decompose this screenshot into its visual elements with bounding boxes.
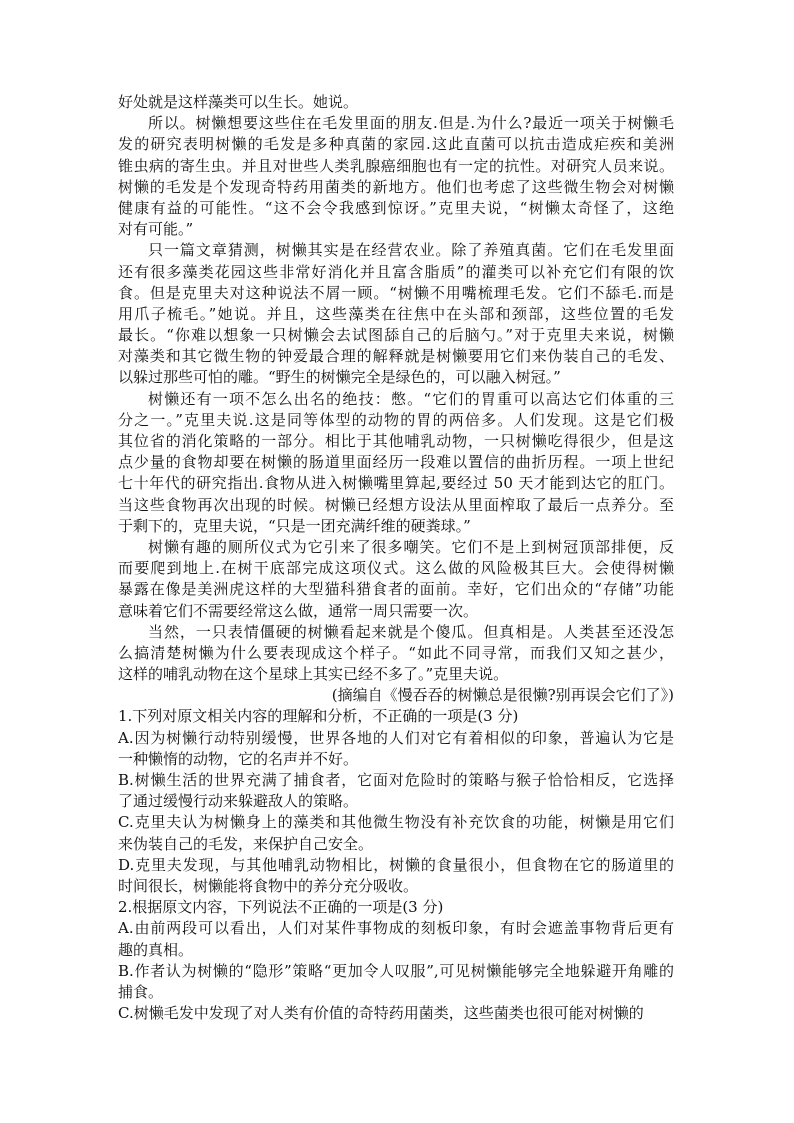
paragraph [118,92,674,113]
question-item [118,961,674,1003]
text-line: C.克里夫认为树懒身上的藻类和其他微生物没有补充饮食的功能，树懒是用它们 [118,813,674,832]
text-line: 这样的哺乳动物在这个星球上其实已经不多了。”克里夫说。 [118,665,509,684]
text-line: D.克里夫发现，与其他哺乳动物相比，树懒的食量很小，但食物在它的肠道里的 [118,855,674,874]
text-line: 而要爬到地上.在树干底部完成这项仪式。这么做的风险极其巨大。会使得树懒 [118,559,674,578]
text-line: 树懒有趣的厕所仪式为它引来了很多嘲笑。它们不是上到树冠顶部排便，反 [148,537,674,556]
text-line: 暴露在像是美洲虎这样的大型猫科猎食者的面前。幸好，它们出众的“存储”功能 [118,580,674,599]
text-line: 了通过缓慢行动来躲避敌人的策略。 [118,792,359,811]
text-line: 最长。“你难以想象一只树懒会去试图舔自己的后脑勺。”对于克里夫来说，树懒 [118,326,674,345]
text-line: B.作者认为树懒的“隐形”策略“更加令人叹服”,可见树懒能够完全地躲避开角雕的 [118,961,674,980]
text-line: 用爪子梳毛。”她说。并且，这些藻类在往焦中在头部和颈部，这些位置的毛发 [118,304,674,323]
question-item [118,897,674,918]
text-line: 以躲过那些可怕的雕。“野生的树懒完全是绿色的，可以融入树冠。” [118,368,561,387]
text-line: 2.根据原文内容，下列说法不正确的一项是(3 分) [118,898,444,917]
question-item [118,1003,674,1024]
paragraph [118,622,674,686]
article-source: (摘编自《慢吞吞的树懒总是很懒?别再误会它们了》) [331,686,674,705]
question-item [118,855,674,897]
text-line: 七十年代的研究指出.食物从进入树懒嘴里算起,要经过 50 天才能到达它的肛门。 [118,474,674,493]
text-line: 分之一。”克里夫说.这是同等体型的动物的胃的两倍多。人们发现。这是它们极 [118,410,674,429]
article-body [118,92,674,685]
text-line: A.由前两段可以看出，人们对某件事物成的刻板印象，有时会遮盖事物背后更有 [118,919,674,938]
text-line: 一种懒惰的动物，它的名声并不好。 [118,749,359,768]
text-line: 好处就是这样藻类可以生长。她说。 [118,93,359,111]
question-item [118,918,674,960]
text-line: 所以。树懒想要这些住在毛发里面的朋友.但是.为什么?最近一项关于树懒毛 [148,114,674,133]
paragraph [118,113,674,240]
text-line: 树懒还有一项不怎么出名的绝技：憋。“它们的胃重可以高达它们体重的三 [148,389,674,408]
text-line: 发的研究表明树懒的毛发是多种真菌的家园.这此直菌可以抗击造成疟疾和美洲 [118,135,674,154]
text-line: A.因为树懒行动特别缓慢，世界各地的人们对它有着相似的印象，普遍认为它是 [118,728,674,747]
text-line: 趣的真相。 [118,940,194,959]
question-item [118,728,674,770]
text-line: 意味着它们不需要经常这么做，通常一周只需要一次。 [118,601,479,620]
paragraph [118,240,674,388]
text-line: 来伪装自己的毛发，来保护自己安全。 [118,834,374,853]
text-line: 点少量的食物却要在树懒的肠道里面经历一段难以置信的曲折历程。一项上世纪 [118,453,674,472]
text-line: 对有可能。” [118,220,194,239]
text-line: 于剩下的，克里夫说，“只是一团充满纤维的硬粪球。” [118,516,471,535]
document-page [118,92,674,1024]
paragraph [118,537,674,622]
text-line: 健康有益的可能性。“这不会令我感到惊讶。”克里夫说，“树懒太奇怪了，这绝 [118,198,674,217]
text-line: 只一篇文章猜测，树懒其实是在经营农业。除了养殖真菌。它们在毛发里面 [148,241,674,260]
text-line: 对藻类和其它微生物的钟爱最合理的解释就是树懒要用它们来伪装自己的毛发、 [118,347,674,366]
text-line: 其位省的消化策略的一部分。相比于其他哺乳动物，一只树懒吃得很少，但是这 [118,432,674,450]
text-line: 树懒的毛发是个发现奇特药用菌类的新地方。他们也考虑了这些微生物会对树懒 [118,177,674,196]
text-line: C.树懒毛发中发现了对人类有价值的奇特药用菌类，这些菌类也很可能对树懒的 [118,1004,644,1023]
text-line: 食。但是克里夫对这种说法不屑一顾。“树懒不用嘴梳理毛发。它们不舔毛.而是 [118,283,674,302]
text-line: 当然，一只表情僵硬的树懒看起来就是个傻瓜。但真相是。人类甚至还没怎 [148,622,674,641]
text-line: 当这些食物再次出现的时候。树懒已经想方设法从里面榨取了最后一点养分。至 [118,495,674,514]
paragraph [118,389,674,537]
question-section [118,706,674,1024]
text-line: B.树懒生活的世界充满了捕食者，它面对危险时的策略与猴子恰恰相反，它选择 [118,771,674,789]
text-line: 锥虫病的寄生虫。并且对世些人类乳腺癌细胞也有一定的抗性。对研究人员来说。 [118,156,674,175]
question-item [118,706,674,727]
question-item [118,812,674,854]
text-line: 捕食。 [118,982,164,1001]
text-line: 么搞清楚树懒为什么要表现成这个样子。“如此不同寻常，而我们又知之甚少， [118,643,674,662]
text-line: 1.下列对原文相关内容的理解和分析，不正确的一项是(3 分) [118,707,519,726]
question-item [118,770,674,812]
text-line: 还有很多藻类花园这些非常好消化并且富含脂质”的灌类可以补充它们有限的饮 [118,262,674,281]
text-line: 时间很长，树懒能将食物中的养分充分吸收。 [118,876,419,895]
